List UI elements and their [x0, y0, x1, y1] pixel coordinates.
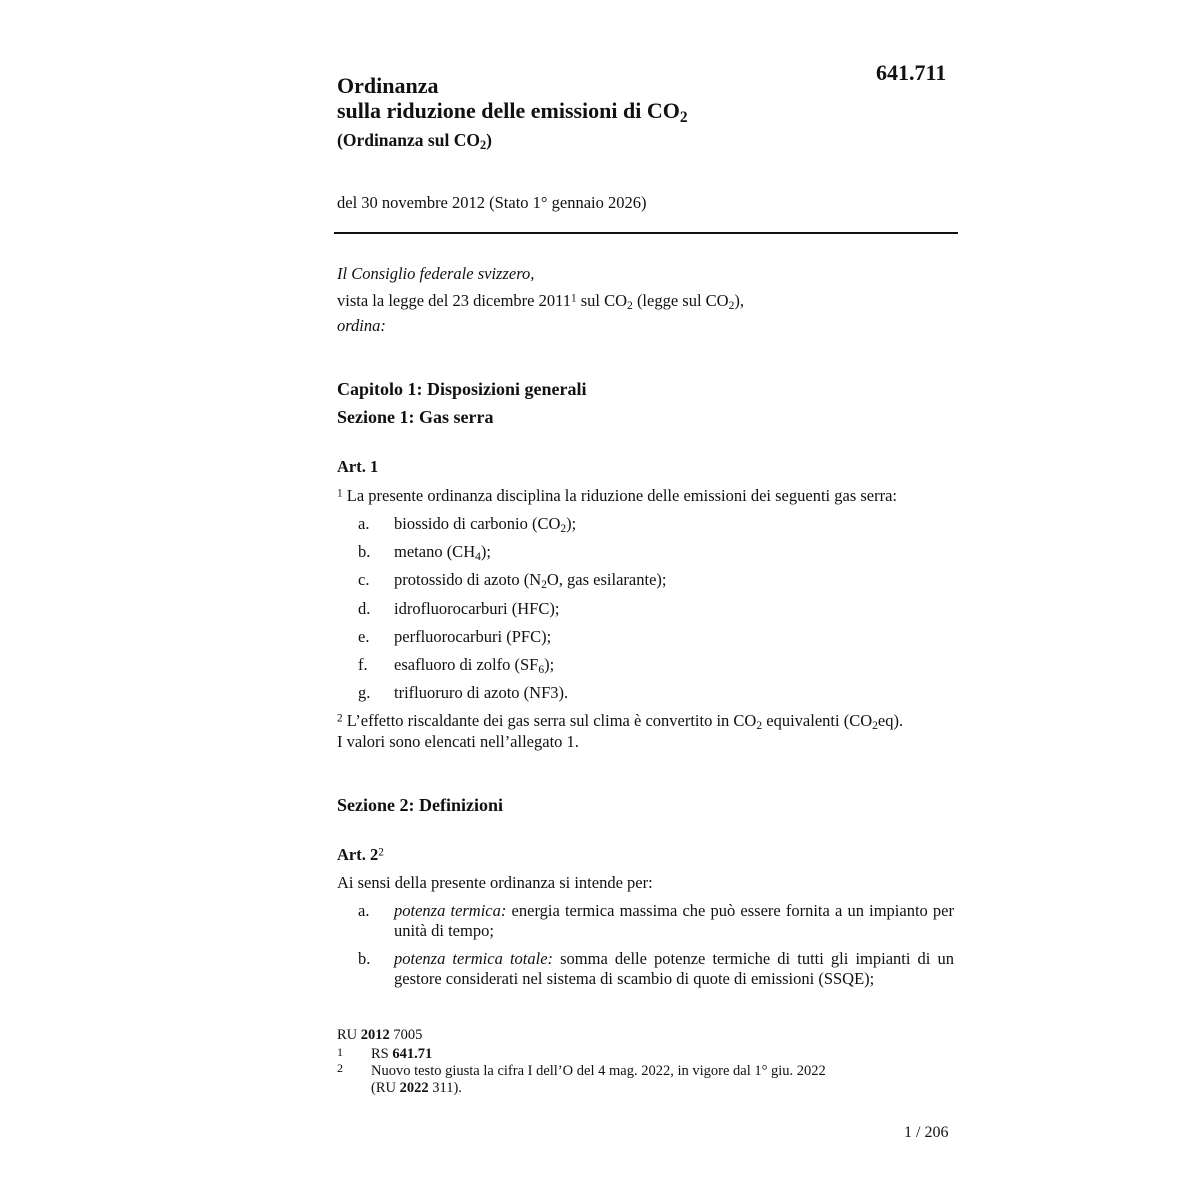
preamble-basis: vista la legge del 23 dicembre 2011$^1$ sul $CO_2$ (legge sul $CO_2$), [337, 291, 744, 312]
definition-item: potenza termica totale: somma delle potenze termiche di tutti gli impianti di un gestore considerati nel sistema di scambio di quote di emissioni (SSQE); [394, 949, 954, 988]
gas-list-item: d. idrofluorocarburi (HFC); [358, 599, 560, 618]
footnote-2-line2: (RU 2022 311). [371, 1080, 462, 1096]
chapter-title: Capitolo 1: Disposizioni generali [337, 379, 587, 399]
gas-list-item: b. metano $(CH_4)$; [358, 542, 491, 563]
title-line2: sulla riduzione delle emissioni di $CO_2$ [337, 98, 688, 126]
section2-title: Sezione 2: Definizioni [337, 795, 503, 815]
footnote-1: RS 641.71 [371, 1046, 433, 1062]
footnote-1-number: 1 [337, 1045, 343, 1059]
gas-list-item: e. perfluorocarburi (PFC); [358, 627, 552, 646]
footnote-ref-2[interactable]: 2 [378, 846, 384, 859]
definition-item: potenza termica: energia termica massima che può essere fornita a un impianto per unità di tempo; [394, 901, 955, 940]
sr-number: 641.711 [876, 60, 947, 85]
footnote-2-number: 2 [337, 1061, 343, 1075]
title-line1: Ordinanza [337, 73, 439, 98]
gas-list-item: c. protossido di azoto ($N_2O$, gas esilarante); [358, 570, 667, 591]
gas-list-item: a. biossido di carbonio $(CO_2)$; [358, 514, 577, 535]
section1-title: Sezione 1: Gas serra [337, 407, 494, 427]
preamble-decree: ordina: [337, 316, 386, 335]
preamble-authority: Il Consiglio federale svizzero, [337, 264, 535, 283]
gas-list-item: g. trifluoruro di azoto (NF3). [358, 683, 569, 702]
page-number: 1 / 206 [904, 1124, 949, 1141]
footnote-2: Nuovo testo giusta la cifra I dell’O del 4 mag. 2022, in vigore dal 1° giu. 2022 [371, 1063, 826, 1079]
short-title: (Ordinanza sul $CO_2$) [337, 130, 492, 153]
definition-letter: b. [358, 949, 371, 968]
article-2-label: Art. $2^2$ [337, 845, 384, 864]
footnote-ref-1[interactable]: 1 [570, 292, 577, 305]
article-2-intro: Ai sensi della presente ordinanza si intende per: [337, 873, 653, 892]
article-1-para-2: $^2$ L’effetto riscaldante dei gas serra sul clima è convertito in $CO_2$ equivalenti $(CO_2eq)$. [337, 711, 904, 732]
definition-letter: a. [358, 901, 370, 920]
ru-reference: RU 2012 7005 [337, 1027, 423, 1043]
document-date: del 30 novembre 2012 (Stato 1° gennaio 2026) [337, 193, 647, 212]
header-divider [334, 232, 958, 234]
article-1-para-2-line2: I valori sono elencati nell’allegato 1. [337, 732, 579, 751]
article-1-para-1: $^1$ La presente ordinanza disciplina la riduzione delle emissioni dei seguenti gas serra: [337, 486, 898, 505]
gas-list-item: f. esafluoro di zolfo $(SF_6)$; [358, 655, 555, 676]
article-1-label: Art. 1 [337, 457, 379, 476]
